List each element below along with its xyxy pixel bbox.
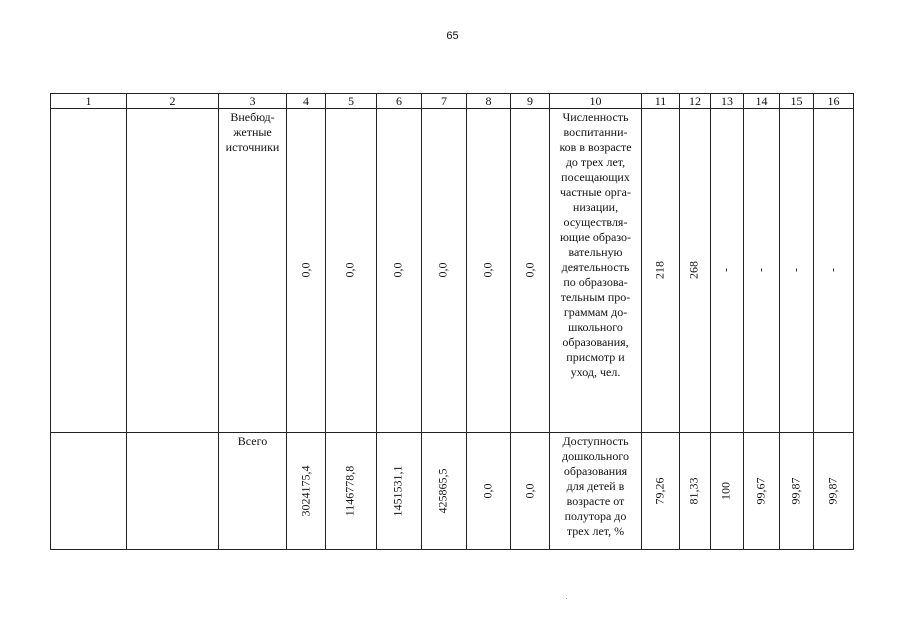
column-header-5: 5: [348, 94, 354, 108]
column-header-7: 7: [441, 94, 447, 108]
row-2-col-9: 0,0: [522, 483, 537, 499]
row-2-col-7: 425865,5: [435, 468, 450, 514]
row-1-col-7: 0,0: [435, 262, 450, 278]
column-header-6: 6: [396, 94, 402, 108]
row-2-col-5: 1146778,8: [342, 465, 357, 517]
row-1-source: Внебюд- жетные источники: [225, 110, 280, 154]
column-header-10: 10: [589, 94, 602, 108]
row-1-col-11: 218: [652, 261, 667, 279]
row-2-col-8: 0,0: [480, 483, 495, 499]
column-header-12: 12: [689, 94, 701, 108]
scan-speck: [566, 598, 567, 599]
row-2-col-12: 81,33: [686, 477, 701, 505]
row-2-col-14: 99,67: [753, 477, 768, 505]
row-1-col-6: 0,0: [390, 262, 405, 278]
row-2-col-16: 99,87: [825, 477, 840, 505]
row-2-col-4: 3024175,4: [298, 465, 313, 517]
column-header-11: 11: [654, 94, 667, 108]
row-2-col-11: 79,26: [652, 477, 667, 505]
row-1-col-15: -: [788, 268, 803, 272]
page-number: 65: [446, 30, 459, 42]
column-header-16: 16: [827, 94, 840, 108]
row-1-col-13: -: [718, 268, 733, 272]
row-1-col-16: -: [825, 268, 840, 272]
row-2-col-15: 99,87: [788, 477, 803, 505]
row-1-col-5: 0,0: [342, 262, 357, 278]
column-header-14: 14: [755, 94, 768, 108]
row-1-col-14: -: [753, 268, 768, 272]
row-1-col-12: 268: [686, 261, 701, 279]
row-1-col-9: 0,0: [522, 262, 537, 278]
row-1-col-8: 0,0: [480, 262, 495, 278]
row-1-indicator: Численность воспитанни- ков в возрасте до трех лет, посещающих частные орга- низации, осуществля- ющие образо- вательную деятельность по образова- тельным про- граммам до- школьного образования, присмотр и уход, чел.: [559, 110, 632, 379]
row-2-col-6: 1451531,1: [390, 465, 405, 517]
column-header-13: 13: [721, 94, 733, 108]
column-header-3: 3: [249, 94, 256, 108]
column-header-4: 4: [303, 94, 309, 108]
column-header-9: 9: [527, 94, 533, 108]
row-1-col-4: 0,0: [298, 262, 313, 278]
column-header-2: 2: [169, 94, 176, 108]
column-header-8: 8: [485, 94, 492, 108]
row-2-indicator: Доступность дошкольного образования для детей в возрасте от полутора до трех лет, %: [562, 434, 629, 538]
column-header-1: 1: [85, 94, 92, 108]
row-2-col-13: 100: [718, 482, 733, 500]
row-2-source: Всего: [237, 434, 268, 448]
column-header-15: 15: [790, 94, 803, 108]
